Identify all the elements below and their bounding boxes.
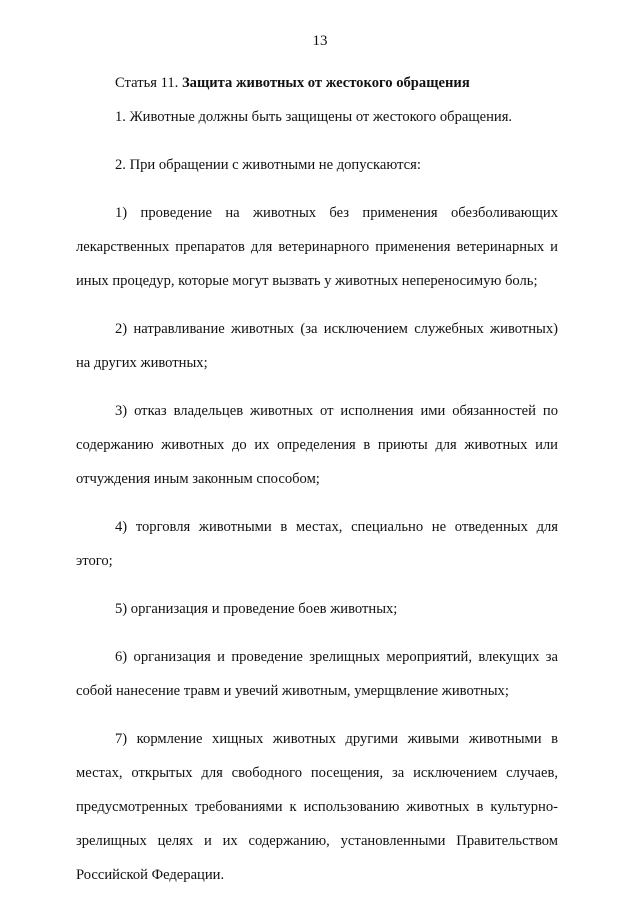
article-label: Статья 11. — [115, 75, 179, 91]
paragraph-1: 1. Животные должны быть защищены от жестокого обращения. — [115, 109, 513, 125]
article-title: Защита животных от жестокого обращения — [181, 75, 470, 91]
list-item-5: 5) организация и проведение боев животных; — [115, 601, 398, 617]
list-item-1: 1) проведение на животных без применения обезболивающих лекарственных препаратов для ветеринарного применения ветеринарных и иных процедур, которые могут вызвать у животных непереносимую боль; — [76, 205, 558, 289]
article-heading — [76, 66, 558, 100]
document-body — [76, 66, 558, 906]
paragraph-2: 2. При обращении с животными не допускаются: — [115, 157, 421, 173]
list-item-2: 2) натравливание животных (за исключением служебных животных) на других животных; — [76, 321, 558, 371]
list-item-3: 3) отказ владельцев животных от исполнения ими обязанностей по содержанию животных до их определения в приюты для животных или отчуждения иным законным способом; — [76, 403, 558, 487]
list-item-4: 4) торговля животными в местах, специально не отведенных для этого; — [76, 519, 558, 569]
page-number: 13 — [312, 33, 328, 49]
list-item-6: 6) организация и проведение зрелищных мероприятий, влекущих за собой нанесение травм и увечий животным, умерщвление животных; — [76, 649, 558, 699]
list-item-7: 7) кормление хищных животных другими живыми животными в местах, открытых для свободного посещения, за исключением случаев, предусмотренных требованиями к использованию животных в культурно-зрелищных целях и их содержанию, установленными Правительством Российской Федерации. — [76, 731, 558, 883]
